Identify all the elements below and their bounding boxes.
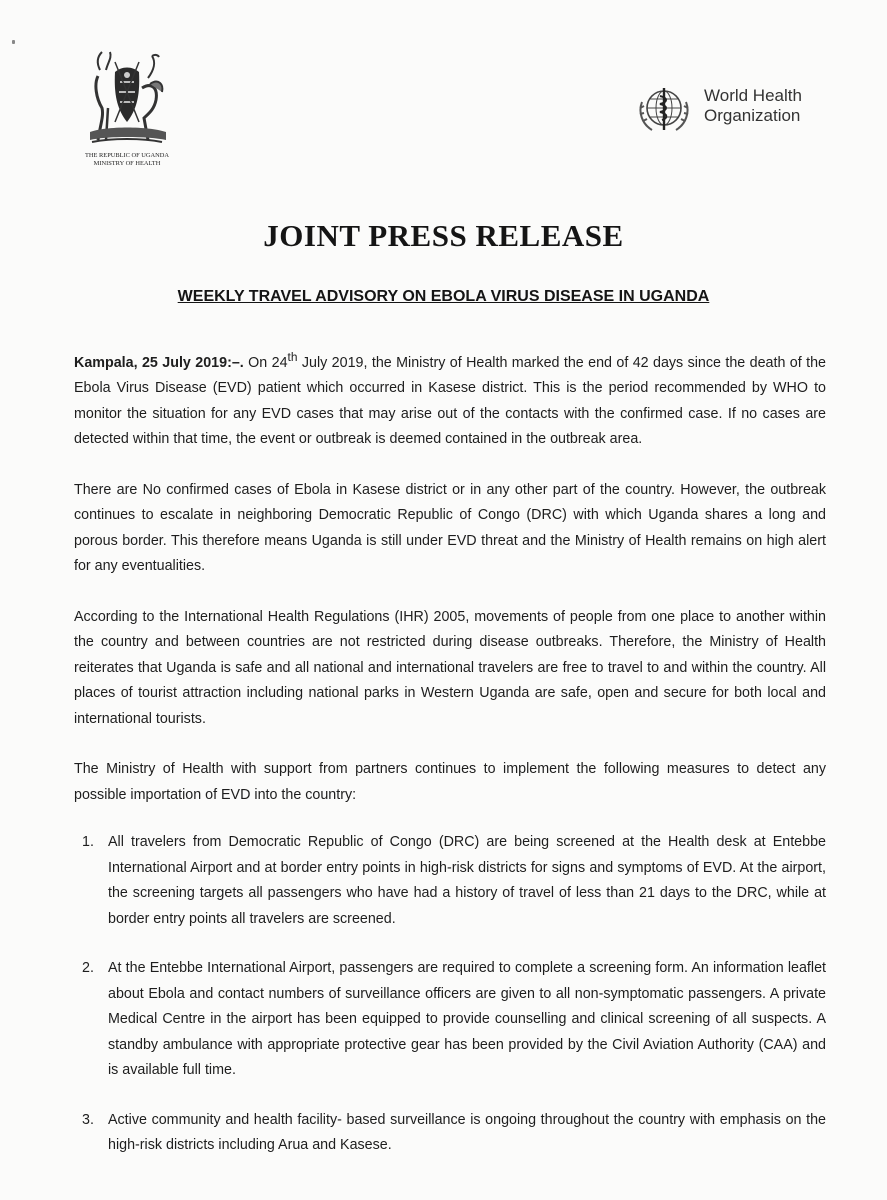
list-number: 2. <box>82 960 94 977</box>
who-logo <box>634 80 824 136</box>
who-name <box>704 86 802 126</box>
uganda-caption <box>72 152 182 168</box>
intro-sup: th <box>287 350 298 364</box>
paragraph-ihr: According to the International Health Regulations (IHR) 2005, movements of people from one place to another within the country and between countries are not restricted during disease outbreaks. Therefore, the Ministry of Health reiterates that Uganda is safe and all national and international travelers are free to travel to and within the country. All places of tourist attraction including national parks in Western Uganda are safe, open and secure for both local and international tourists. <box>74 608 826 727</box>
uganda-caption-line1: THE REPUBLIC OF UGANDA <box>85 152 169 159</box>
list-item-text: All travelers from Democratic Republic of Congo (DRC) are being screened at the Health desk at Entebbe International Airport and at border entry points in high-risk districts for signs and symptoms of EVD. At the airport, the screening targets all passengers who have had a history of travel of less than 21 days to the DRC, while at border entry points all travelers are screened. <box>108 834 826 927</box>
list-number: 1. <box>82 834 94 851</box>
intro-paragraph <box>74 345 826 453</box>
list-number: 3. <box>82 1111 94 1128</box>
paragraph-measures-intro: The Ministry of Health with support from partners continues to implement the following measures to detect any possible importation of EVD into the country: <box>74 761 826 803</box>
who-name-line1: World Health <box>704 86 802 105</box>
uganda-ministry-logo <box>72 48 182 178</box>
page-title: JOINT PRESS RELEASE <box>263 218 624 253</box>
list-item <box>74 1108 826 1159</box>
uganda-caption-line2: MINISTRY OF HEALTH <box>93 160 161 167</box>
list-item <box>74 830 826 932</box>
list-item-text: At the Entebbe International Airport, passengers are required to complete a screening form. An information leaflet about Ebola and contact numbers of surveillance officers are given to all non-symptomatic passengers. A private Medical Centre in the airport has been equipped to provide counselling and clinical screening of all suspects. A standby ambulance with appropriate protective gear has been provided by the Civil Aviation Authority (CAA) and is available full time. <box>108 960 826 1079</box>
measures-list <box>74 830 826 1159</box>
intro-pre-sup: On 24 <box>243 354 288 371</box>
uganda-coat-of-arms-icon <box>82 48 172 148</box>
dateline: Kampala, 25 July 2019:–. <box>74 354 244 371</box>
list-item <box>74 956 826 1084</box>
scan-speck <box>12 40 15 44</box>
list-item-text: Active community and health facility- based surveillance is ongoing throughout the country with emphasis on the high-risk districts including Arua and Kasese. <box>108 1111 826 1154</box>
who-emblem-icon <box>634 82 694 136</box>
intro-text: July 2019, the Ministry of Health marked the end of 42 days since the death of the Ebola Virus Disease (EVD) patient which occurred in Kasese district. This is the period recommended by WHO to monitor the situation for any EVD cases that may arise out of the contacts with the confirmed case. If no cases are detected within that time, the event or outbreak is deemed contained in the outbreak area. <box>74 354 827 448</box>
release-body <box>74 345 826 1183</box>
paragraph-no-cases: There are No confirmed cases of Ebola in Kasese district or in any other part of the country. However, the outbreak continues to escalate in neighboring Democratic Republic of Congo (DRC) with which Uganda shares a long and porous border. This therefore means Uganda is still under EVD threat and the Ministry of Health remains on high alert for any eventualities. <box>74 481 826 575</box>
page-subtitle: WEEKLY TRAVEL ADVISORY ON EBOLA VIRUS DISEASE IN UGANDA <box>177 288 710 305</box>
who-name-line2: Organization <box>704 106 801 125</box>
